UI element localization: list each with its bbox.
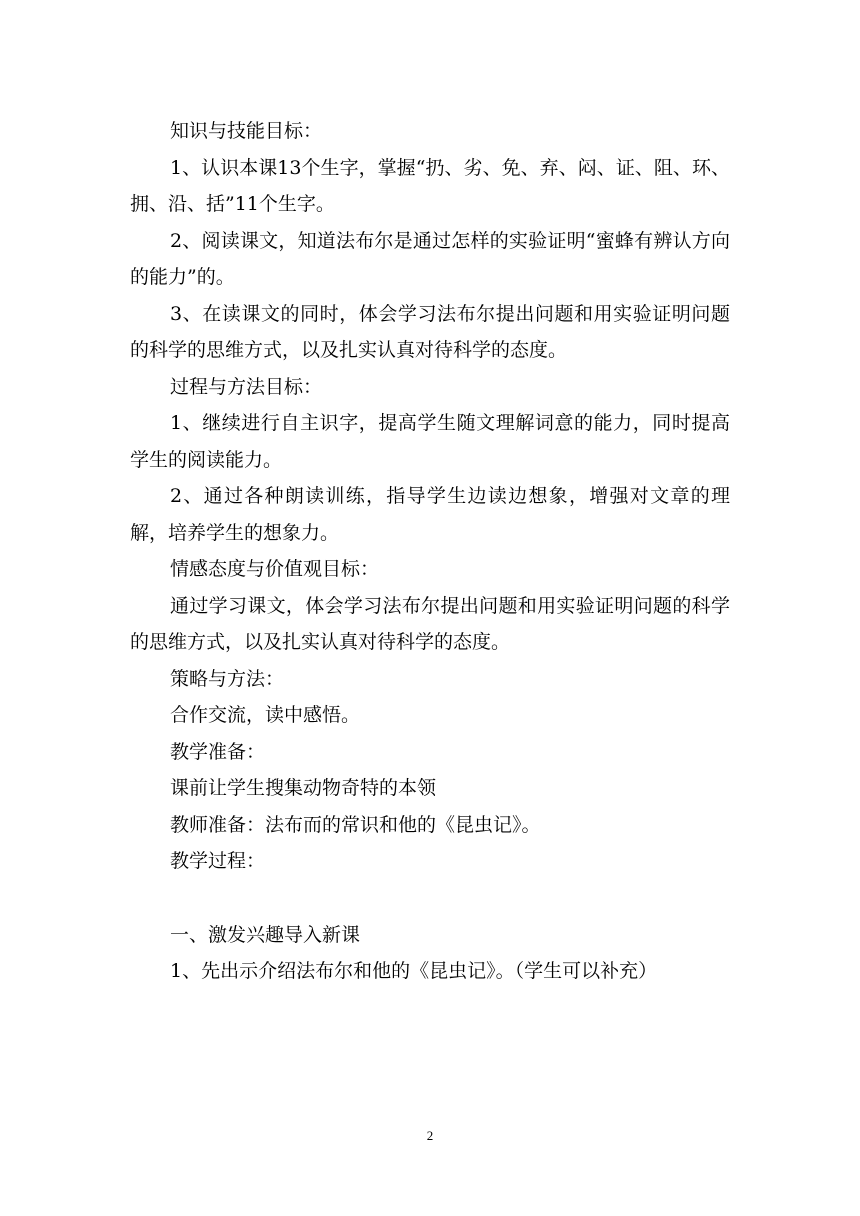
paragraph: 通过学习课文，体会学习法布尔提出问题和用实验证明问题的科学的思维方式，以及扎实认真对待科学的态度。: [130, 594, 730, 653]
paragraph: 1、先出示介绍法布尔和他的《昆虫记》。（学生可以补充）: [170, 960, 658, 982]
paragraph: 2、通过各种朗读训练，指导学生边读边想象，增强对文章的理解，培养学生的想象力。: [130, 485, 730, 544]
paragraph: 教学过程：: [170, 850, 266, 872]
paragraph: 1、认识本课13个生字，掌握“扔、劣、免、弃、闷、证、阻、环、拥、沿、括”11个生字。: [130, 156, 730, 215]
paragraph: 2、阅读课文，知道法布尔是通过怎样的实验证明“蜜蜂有辨认方向的能力”的。: [130, 229, 730, 288]
paragraph: 3、在读课文的同时，体会学习法布尔提出问题和用实验证明问题的科学的思维方式，以及扎实认真对待科学的态度。: [130, 302, 730, 361]
paragraph: 1、继续进行自主识字，提高学生随文理解词意的能力，同时提高学生的阅读能力。: [130, 412, 730, 471]
document-body: [130, 113, 730, 990]
paragraph: 策略与方法：: [170, 667, 285, 690]
paragraph: 知识与技能目标：: [170, 120, 323, 142]
paragraph: 过程与方法目标：: [170, 375, 323, 398]
paragraph: 课前让学生搜集动物奇特的本领: [170, 777, 437, 799]
paragraph: 教师准备：法布而的常识和他的《昆虫记》。: [170, 813, 541, 836]
paragraph: 教学准备：: [170, 740, 266, 763]
paragraph: 情感态度与价值观目标：: [170, 558, 380, 580]
blank-line: [130, 880, 730, 917]
page-number: 2: [426, 1128, 434, 1143]
paragraph: 合作交流，读中感悟。: [170, 704, 361, 726]
section-heading: 一、激发兴趣导入新课: [170, 923, 361, 946]
